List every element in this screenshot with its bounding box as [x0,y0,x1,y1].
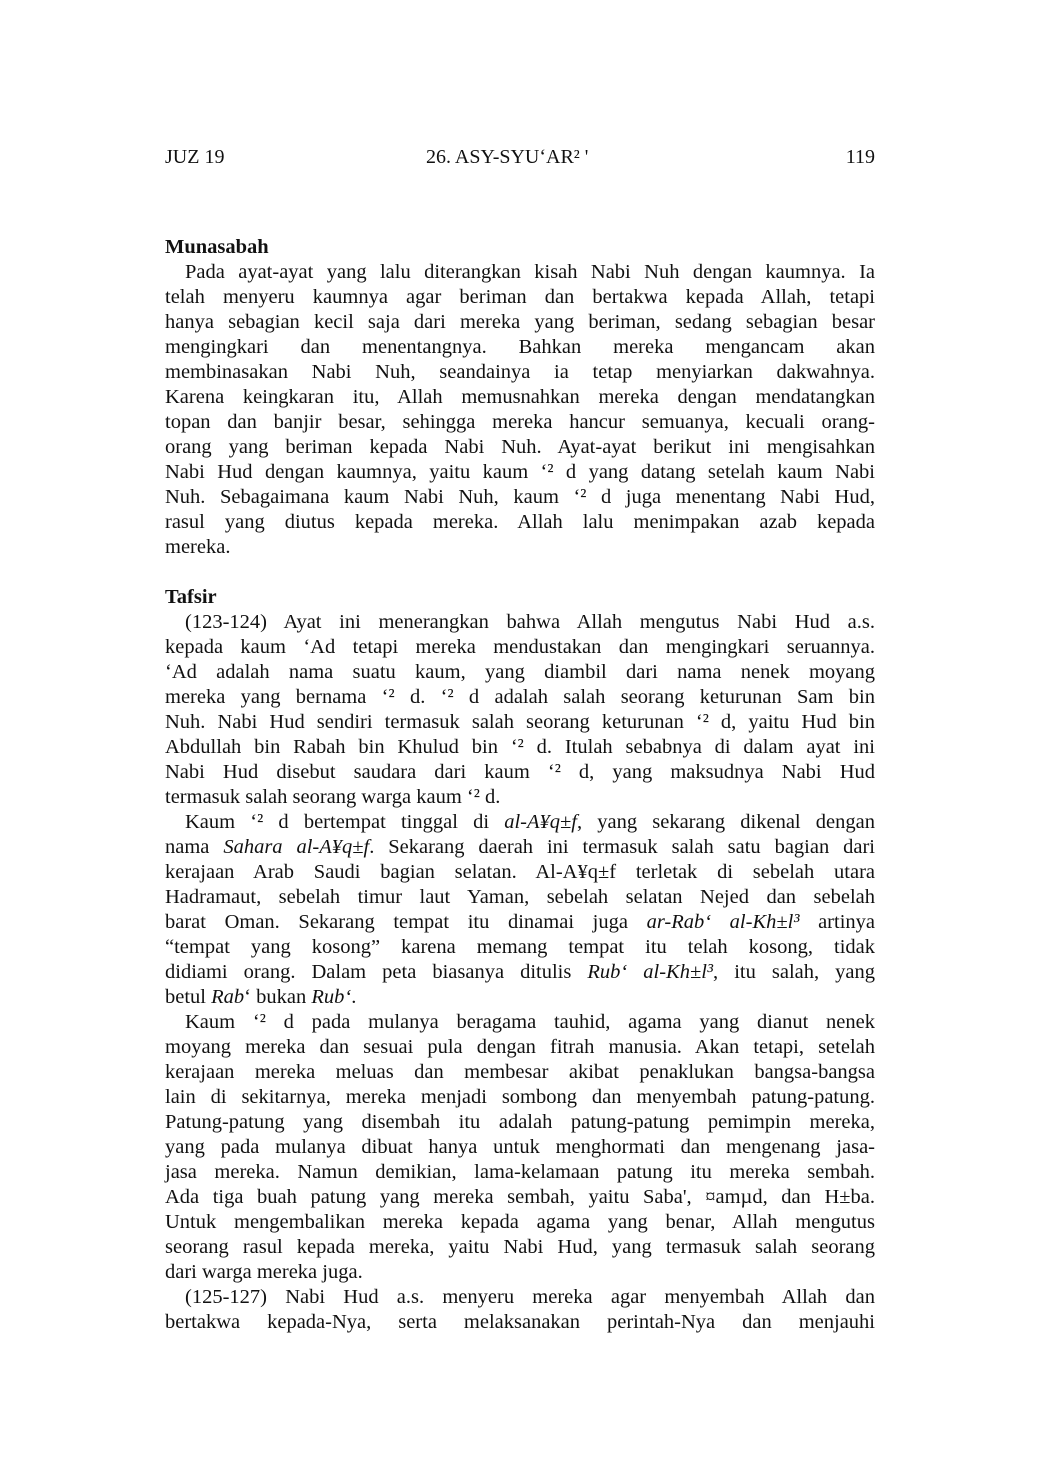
text-line: dari warga mereka juga. [165,1261,363,1283]
text-line: Hadramaut, sebelah timur laut Yaman, sebelah selatan Nejed dan sebelah [165,886,875,908]
text-line: betul Rab‘ bukan Rub‘. [165,986,357,1008]
text-line: rasul yang diutus kepada mereka. Allah lalu menimpakan azab kepada [165,511,875,533]
italic-term: Rub‘ al-Kh±l³ [587,961,714,983]
page-number: 119 [845,146,875,168]
text-line: Kaum ‘² d pada mulanya beragama tauhid, agama yang dianut nenek [185,1011,875,1033]
text-line: nama Sahara al-A¥q±f. Sekarang daerah ini termasuk salah satu bagian dari [165,836,875,858]
text-line: “tempat yang kosong” karena memang tempat itu telah kosong, tidak [165,936,875,958]
italic-term: Rub‘ [311,986,352,1008]
text-line: barat Oman. Sekarang tempat itu dinamai juga ar-Rab‘ al-Kh±l³ artinya [165,911,876,933]
italic-term: ar-Rab‘ al-Kh±l³ [646,911,800,933]
text-line: Nuh. Nabi Hud sendiri termasuk salah seorang keturunan ‘² d, yaitu Hud bin [165,711,875,733]
text-line: jasa mereka. Namun demikian, lama-kelamaan patung itu mereka sembah. [165,1161,875,1183]
page-body [165,235,875,1335]
text-line: (123-124) Ayat ini menerangkan bahwa Allah mengutus Nabi Hud a.s. [185,611,875,633]
text-line: hanya sebagian kecil saja dari mereka yang beriman, sedang sebagian besar [165,311,875,333]
text-line: kerajaan Arab Saudi bagian selatan. Al-A¥q±f terletak di sebelah utara [165,861,875,883]
text-line: Kaum ‘² d bertempat tinggal di al-A¥q±f, yang sekarang dikenal dengan [185,811,875,833]
text-line: termasuk salah seorang warga kaum ‘² d. [165,786,501,808]
text-line: bertakwa kepada-Nya, serta melaksanakan perintah-Nya dan menjauhi [165,1311,875,1333]
text-line: mereka. [165,536,231,558]
text-line: Pada ayat-ayat yang lalu diterangkan kisah Nabi Nuh dengan kaumnya. Ia [185,261,875,283]
paragraph [165,810,875,1010]
section-heading: Munasabah [165,236,269,258]
paragraph [165,260,875,560]
text-line: orang yang beriman kepada Nabi Nuh. Ayat-ayat berikut ini mengisahkan [165,436,875,458]
paragraph [165,1010,875,1285]
text-line: lain di sekitarnya, mereka menjadi sombong dan menyembah patung-patung. [165,1086,875,1108]
italic-term: Sahara al-A¥q±f [223,836,370,858]
text-line: mereka yang bernama ‘² d. ‘² d adalah salah seorang keturunan Sam bin [165,686,875,708]
text-line: Karena keingkaran itu, Allah memusnahkan mereka dengan mendatangkan [165,386,875,408]
text-line: membinasakan Nabi Nuh, seandainya ia tetap menyiarkan dakwahnya. [165,361,875,383]
text-line: kerajaan mereka meluas dan membesar akibat penaklukan bangsa-bangsa [165,1061,875,1083]
text-line: didiami orang. Dalam peta biasanya ditulis Rub‘ al-Kh±l³, itu salah, yang [165,961,875,983]
text-line: Nabi Hud dengan kaumnya, yaitu kaum ‘² d yang datang setelah kaum Nabi [165,461,875,483]
text-line: kepada kaum ‘Ad tetapi mereka mendustakan dan mengingkari seruannya. [165,636,875,658]
text-line: moyang mereka dan sesuai pula dengan fitrah manusia. Akan tetapi, setelah [165,1036,875,1058]
running-header-surah: 26. ASY-SYU‘AR² ' [426,146,589,168]
text-line: Nuh. Sebagaimana kaum Nabi Nuh, kaum ‘² d juga menentang Nabi Hud, [165,486,875,508]
text-line: mengingkari dan menentangnya. Bahkan mereka mengancam akan [165,336,875,358]
paragraph [165,1285,875,1335]
text-line: Abdullah bin Rabah bin Khulud bin ‘² d. Itulah sebabnya di dalam ayat ini [165,736,875,758]
paragraph [165,610,875,810]
italic-term: al-A¥q±f [504,811,577,833]
text-line: Ada tiga buah patung yang mereka sembah, yaitu Saba', ¤amµd, dan H±ba. [165,1186,875,1208]
italic-term: Rab [211,986,245,1008]
text-line: Untuk mengembalikan mereka kepada agama yang benar, Allah mengutus [165,1211,875,1233]
text-line: ‘Ad adalah nama suatu kaum, yang diambil dari nama nenek moyang [165,661,875,683]
text-line: yang pada mulanya dibuat hanya untuk menghormati dan mengenang jasa- [165,1136,875,1158]
section-heading: Tafsir [165,586,217,608]
section-gap [165,560,875,585]
running-header-juz: JUZ 19 [165,146,225,168]
text-line: topan dan banjir besar, sehingga mereka hancur semuanya, kecuali orang- [165,411,875,433]
text-line: (125-127) Nabi Hud a.s. menyeru mereka agar menyembah Allah dan [185,1286,875,1308]
text-line: Nabi Hud disebut saudara dari kaum ‘² d, yang maksudnya Nabi Hud [165,761,875,783]
text-line: telah menyeru kaumnya agar beriman dan bertakwa kepada Allah, tetapi [165,286,875,308]
text-line: Patung-patung yang disembah itu adalah patung-patung pemimpin mereka, [165,1111,875,1133]
text-line: seorang rasul kepada mereka, yaitu Nabi Hud, yang termasuk salah seorang [165,1236,875,1258]
